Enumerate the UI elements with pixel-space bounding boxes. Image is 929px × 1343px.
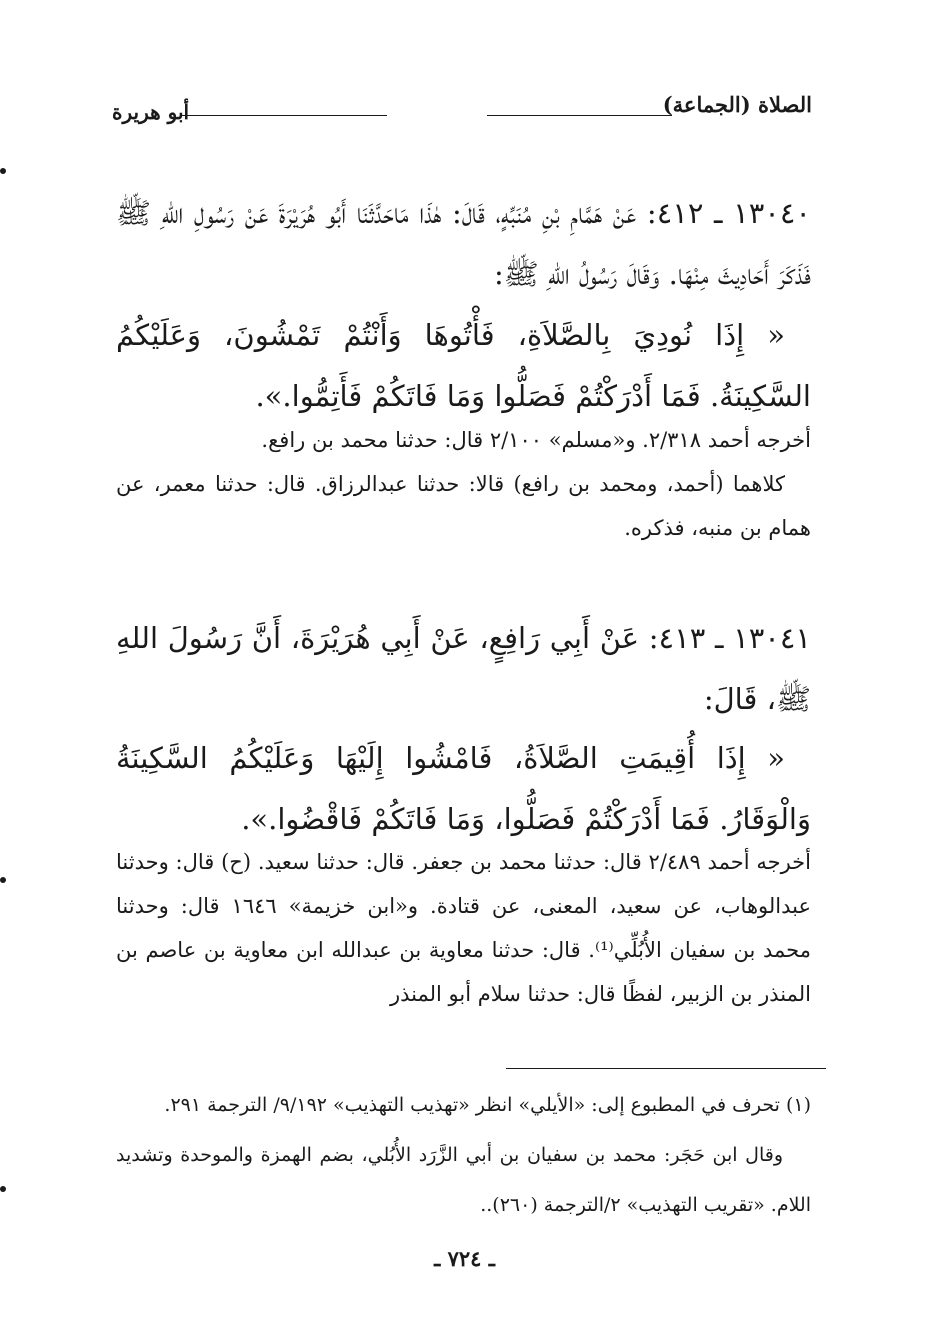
footnote-separator: [506, 1068, 826, 1069]
footnote-line-text: وقال ابن حَجَر: محمد بن سفيان بن أبي الزَّرَد الأُبُلي، بضم الهمزة والموحدة وتشديد اللام. «تقريب التهذيب» ٢/الترجمة (٢٦٠)..: [116, 1144, 811, 1216]
scan-edge-mark: [0, 877, 6, 883]
hadith-13040-takhrij: [116, 418, 811, 550]
hadith-13040-matn: [116, 305, 811, 427]
hadith-13041-isnad: ١٣٠٤١ ـ ٤١٣: عَنْ أَبِي رَافِعٍ، عَنْ أَبِي هُرَيْرَةَ، أَنَّ رَسُولَ اللهِ ﷺ، قَالَ:: [116, 621, 812, 716]
header-chapter-title: الصلاة (الجماعة): [662, 92, 812, 117]
footnote-line: (١) تحرف في المطبوع إلى: «الأيلي» انظر «تهذيب التهذيب» ٩/١٩٢/ الترجمة ٢٩١.: [164, 1094, 811, 1116]
takhrij-line-text: كلاهما (أحمد، ومحمد بن رافع) قالا: حدثنا عبدالرزاق. قال: حدثنا معمر، عن همام بن منبه، فذكره.: [116, 472, 811, 540]
takhrij-line: [116, 462, 811, 550]
hadith-13041-matn: [116, 728, 811, 850]
running-header: [112, 92, 812, 132]
footnote: [116, 1080, 811, 1230]
header-author: أبو هريرة: [112, 100, 190, 124]
hadith-13041-takhrij: أخرجه أحمد ٢/٤٨٩ قال: حدثنا محمد بن جعفر. قال: حدثنا سعيد. (ح) قال: وحدثنا عبدالوهاب، عن سعيد، المعنى، عن قتادة. و«ابن خزيمة» ١٦٤٦ قال: وحدثنا محمد بن سفيان الأُبُلِّي⁽¹⁾. قال: حدثنا معاوية بن عبدالله ابن معاوية بن عاصم بن المنذر بن الزبير، لفظًا قال: حدثنا سلام أبو المنذر: [116, 850, 811, 1006]
hadith-13041-matn-text: « إِذَا أُقِيمَتِ الصَّلاَةُ، فَامْشُوا إِلَيْهَا وَعَلَيْكُمُ السَّكِينَةُ وَالْوَقَارُ. فَمَا أَدْرَكْتُمْ فَصَلُّوا، وَمَا فَاتَكُمْ فَاقْضُوا.».: [116, 741, 811, 836]
header-rule: [182, 115, 387, 116]
footnote-line: [116, 1130, 811, 1230]
scan-edge-mark: [0, 168, 6, 174]
header-rule: [487, 115, 672, 116]
hadith-13040-isnad: ١٣٠٤٠ ـ ٤١٢: عَنْ هَمَّامِ بْنِ مُنَبِّهٍ، قَالَ: هٰذَا مَاحَدَّثَنَا أَبُو هُرَيْرَةَ عَنْ رَسُولِ اللهِ ﷺ فَذَكَرَ أَحَادِيثَ مِنْهَا. وَقَالَ رَسُولُ اللهِ ﷺ:: [116, 196, 812, 291]
hadith-13040-matn-text: « إِذَا نُودِيَ بِالصَّلاَةِ، فَأْتُوهَا وَأَنْتُمْ تَمْشُونَ، وَعَلَيْكُمُ السَّكِينَةُ. فَمَا أَدْرَكْتُمْ فَصَلُّوا وَمَا فَاتَكُمْ فَأَتِمُّوا.».: [116, 318, 811, 413]
takhrij-line: أخرجه أحمد ٢/٣١٨. و«مسلم» ٢/١٠٠ قال: حدثنا محمد بن رافع.: [261, 428, 811, 452]
page-number: ـ ٧٢٤ ـ: [434, 1246, 495, 1271]
scan-edge-mark: [0, 1186, 6, 1192]
